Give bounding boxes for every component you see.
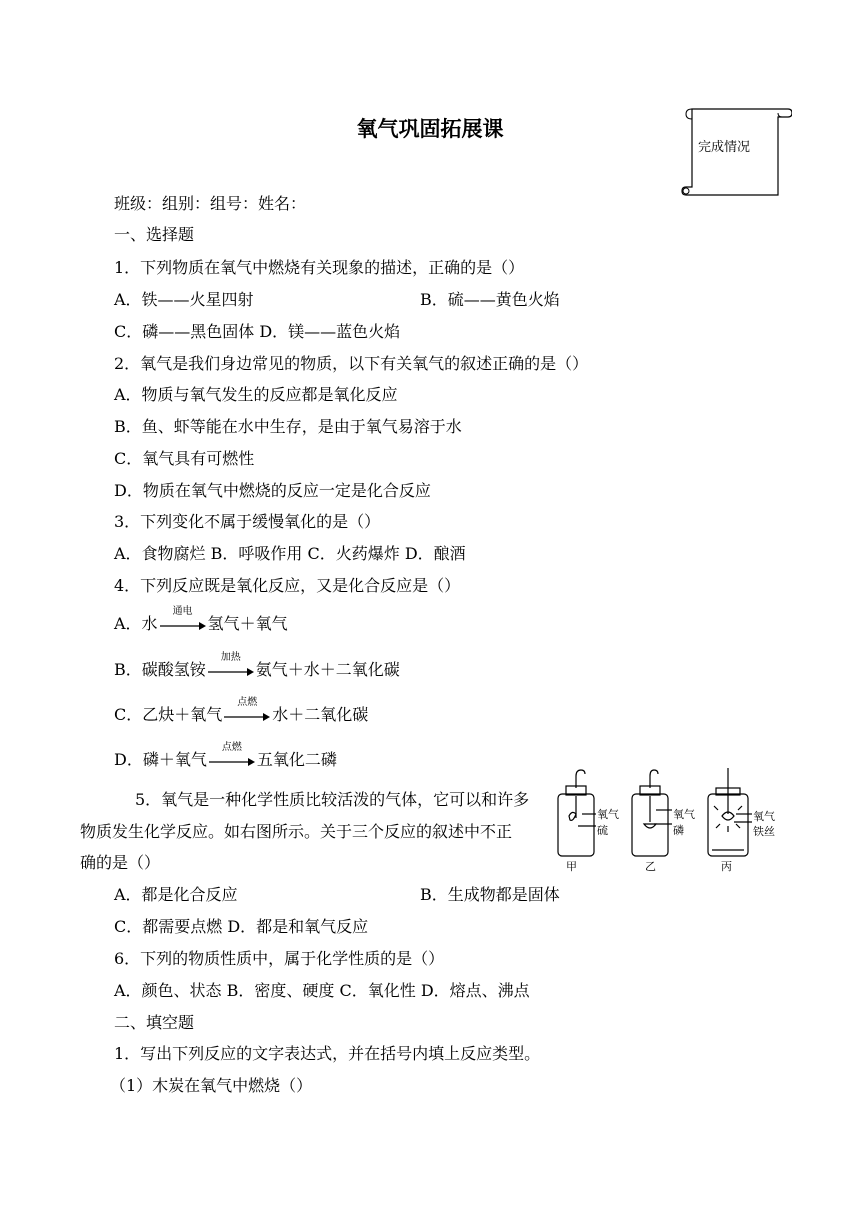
q2-stem: 2．氧气是我们身边常见的物质，以下有关氧气的叙述正确的是（） [114,354,589,373]
jar-sulfur [558,770,596,856]
q5-stem-line3: 确的是（） [80,853,161,872]
section-heading-fill: 二、填空题 [114,1013,195,1032]
product: 五氧化二磷 [256,750,337,769]
jar-label-jia: 甲 [566,860,577,873]
q6-options: A．颜色、状态 B．密度、硬度 C．氧化性 D．熔点、沸点 [114,981,530,1000]
q2-option-c: C．氧气具有可燃性 [114,449,255,468]
q4-option-b [114,652,400,680]
jar-iron [708,768,752,856]
student-info: 班级：组别：组号：姓名： [114,194,307,213]
jar-phosphorus [632,770,672,856]
product: 氢气＋氧气 [207,614,288,633]
reaction-arrow [208,742,256,770]
page-title: 氧气巩固拓展课 [356,117,504,141]
reactant: D．磷＋氧气 [114,750,207,769]
jar-label-yi: 乙 [645,860,656,873]
substance-label-sulfur: 硫 [597,824,608,837]
reaction-condition: 加热 [220,652,241,663]
reaction-arrow [207,652,255,680]
q5-options-cd: C．都需要点燃 D．都是和氧气反应 [114,917,369,936]
reaction-condition: 通电 [172,606,193,617]
substance-label-iron: 铁丝 [753,825,775,838]
reactant: C．乙炔＋氧气 [114,705,223,724]
reaction-arrow [159,606,207,634]
q1-option-a: A．铁——火星四射 [114,290,254,309]
combustion-jars-figure [548,766,788,874]
reaction-arrow [223,697,271,725]
product: 水＋二氧化碳 [272,705,369,724]
q5-option-a: A．都是化合反应 [114,885,238,904]
q2-option-b: B．鱼、虾等能在水中生存，是由于氧气易溶于水 [114,417,462,436]
q5-stem-line1: 5．氧气是一种化学性质比较活泼的气体，它可以和许多 [135,790,530,809]
q4-option-a [114,606,288,634]
q3-stem: 3．下列变化不属于缓慢氧化的是（） [114,512,381,531]
substance-label-phosphorus: 磷 [673,824,684,837]
q1-option-b: B．硫——黄色火焰 [420,290,560,309]
fill1-stem: 1．写出下列反应的文字表达式，并在括号内填上反应类型。 [114,1044,541,1063]
q2-option-a: A．物质与氧气发生的反应都是氧化反应 [114,385,398,404]
jar-label-bing: 丙 [721,860,732,873]
product: 氨气＋水＋二氧化碳 [255,660,400,679]
q5-stem-line2: 物质发生化学反应。如右图所示。关于三个反应的叙述中不正 [80,822,513,841]
q5-option-b: B．生成物都是固体 [420,885,560,904]
reaction-condition: 点燃 [237,697,258,708]
fill1-sub1: （1）木炭在氧气中燃烧（） [110,1076,313,1095]
gas-label-3: 氧气 [753,810,775,823]
reaction-condition: 点燃 [221,742,242,753]
q1-stem: 1．下列物质在氧气中燃烧有关现象的描述，正确的是（） [114,258,525,277]
gas-label-2: 氧气 [673,808,695,821]
reactant: A．水 [114,614,158,633]
q6-stem: 6．下列的物质性质中，属于化学性质的是（） [114,949,445,968]
completion-label: 完成情况 [698,140,751,155]
q2-option-d: D．物质在氧气中燃烧的反应一定是化合反应 [114,481,431,500]
q3-options: A．食物腐烂 B．呼吸作用 C．火药爆炸 D．酿酒 [114,544,466,563]
q4-option-c [114,697,369,725]
section-heading-choice: 一、选择题 [114,225,195,244]
q4-stem: 4．下列反应既是氧化反应，又是化合反应是（） [114,576,461,595]
q4-option-d [114,742,337,770]
q1-options-cd: C．磷——黑色固体 D．镁——蓝色火焰 [114,322,401,341]
reactant: B．碳酸氢铵 [114,660,206,679]
gas-label-1: 氧气 [597,808,619,821]
